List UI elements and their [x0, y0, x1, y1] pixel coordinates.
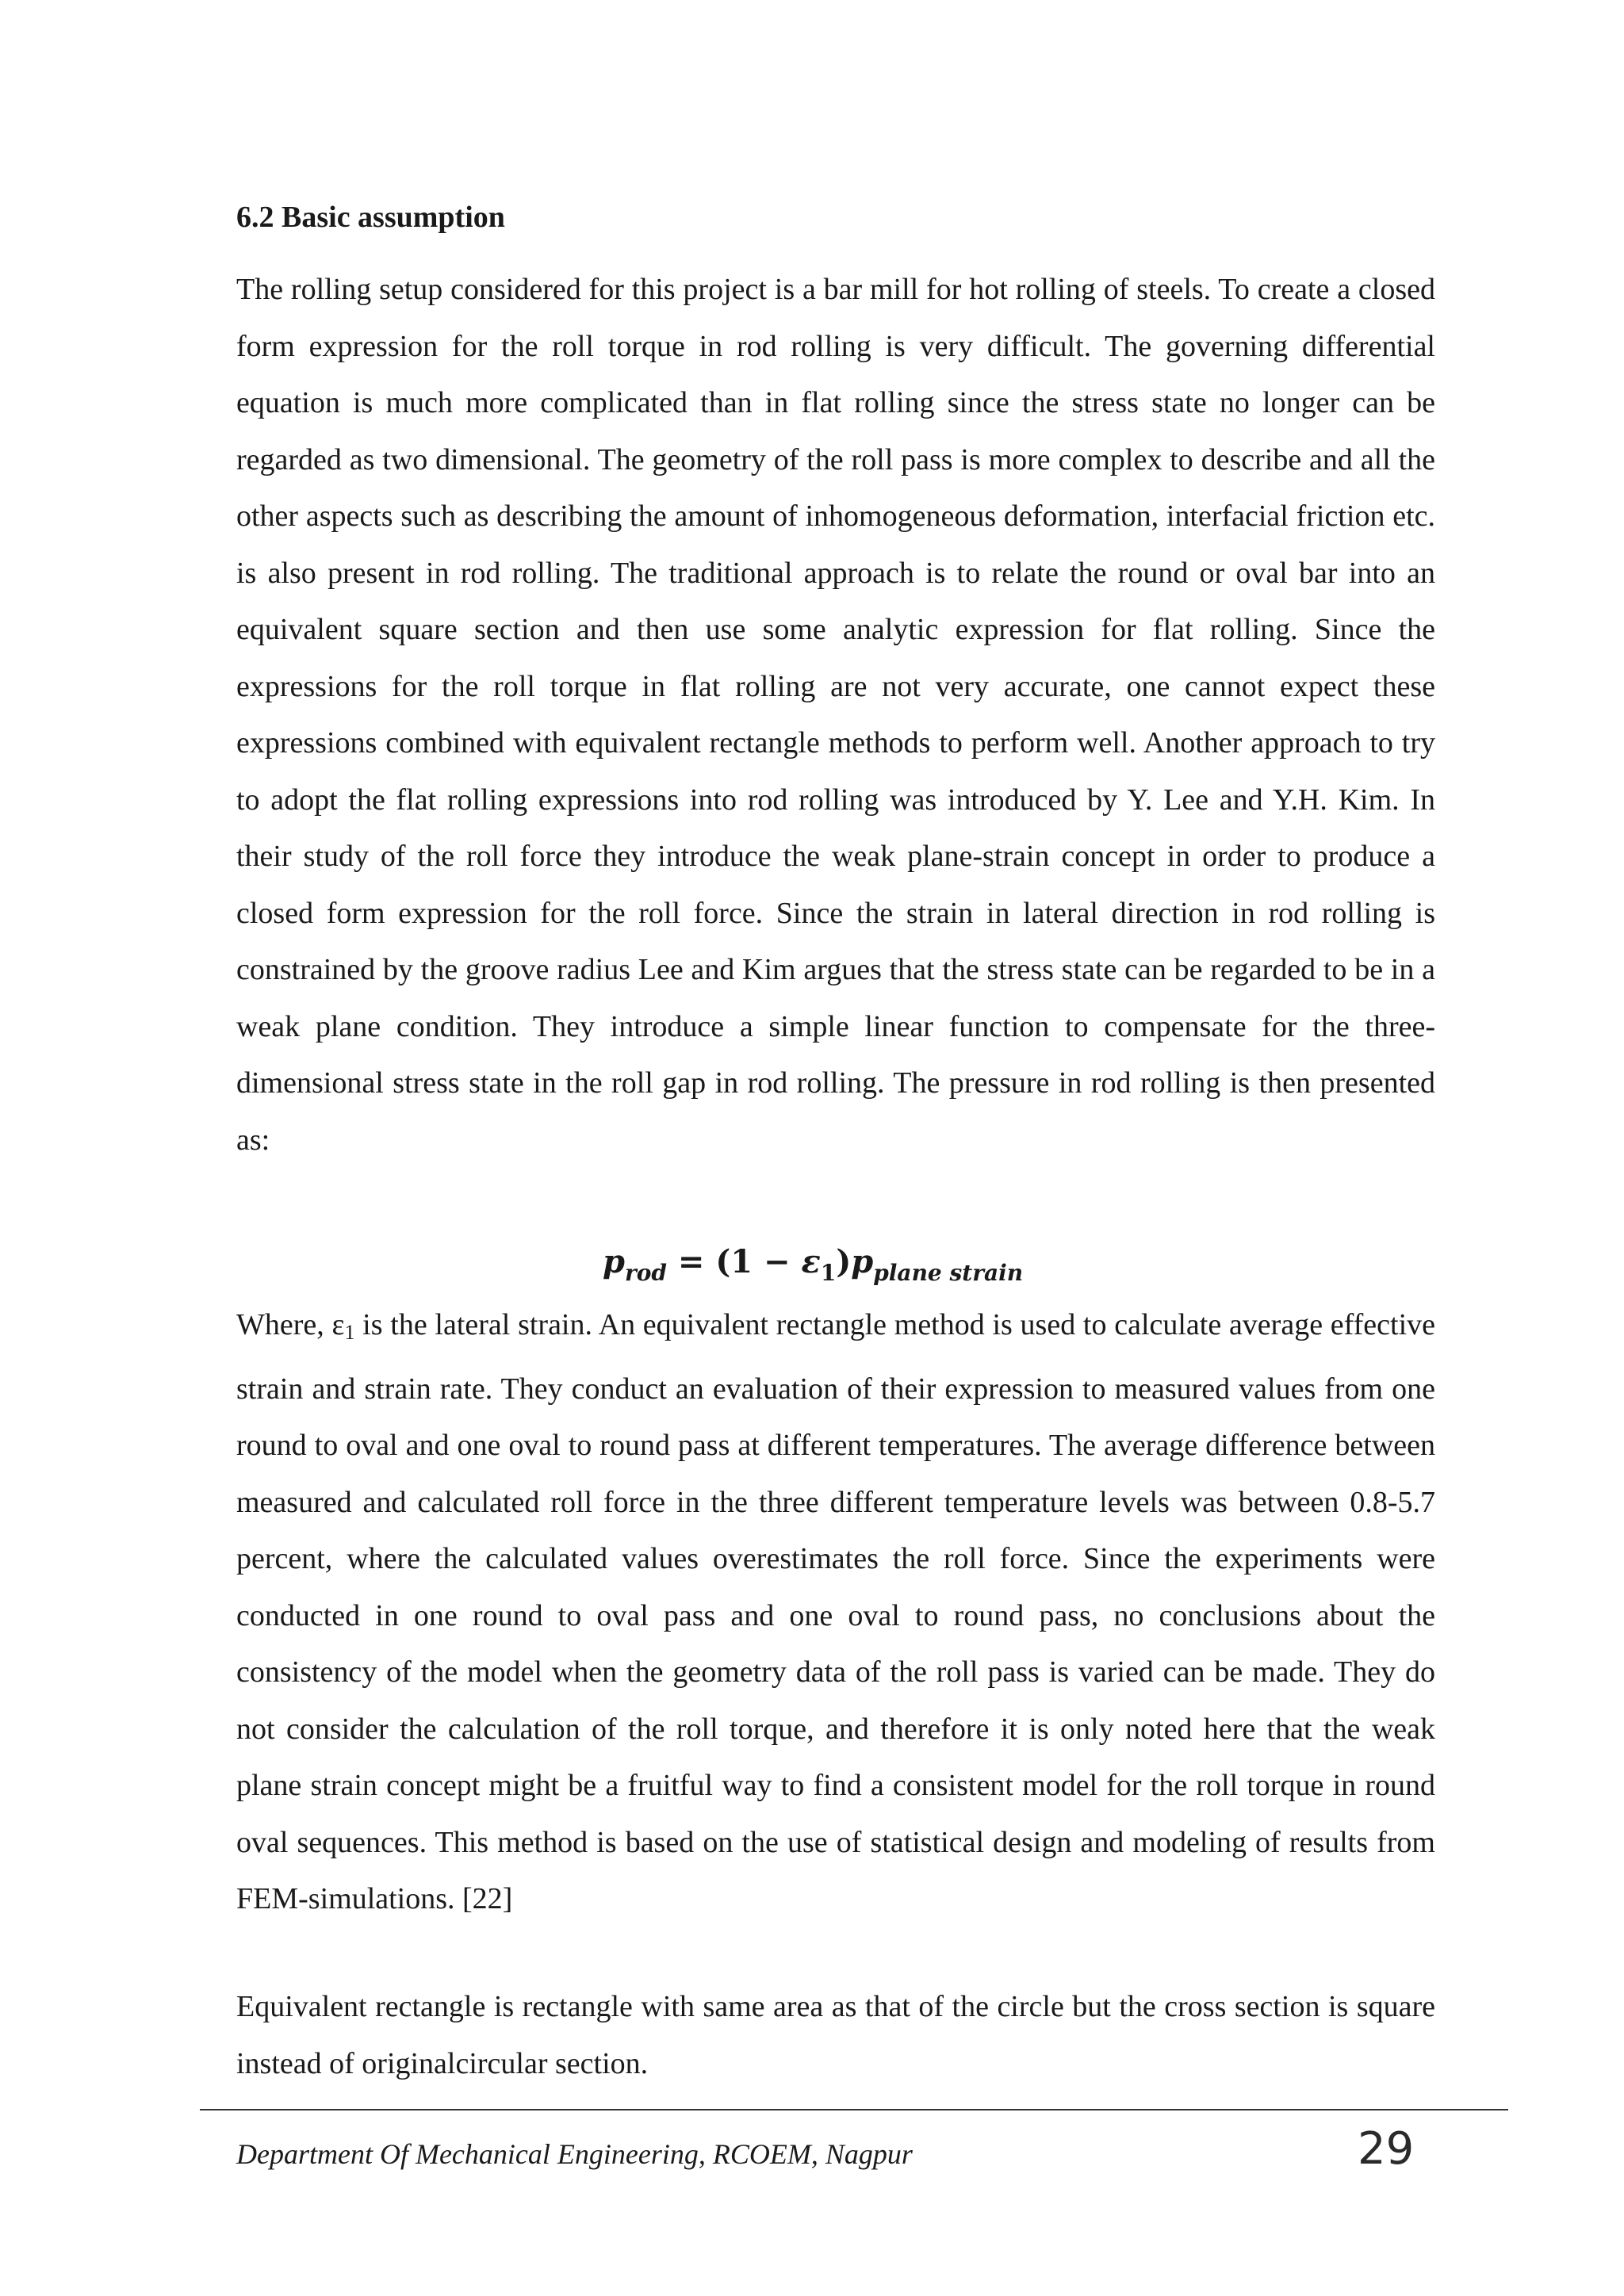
- equation-equals: = (: [666, 1243, 731, 1280]
- equation-one: 1: [730, 1243, 753, 1280]
- equation-epsilon: ε: [801, 1243, 821, 1280]
- equation-minus: −: [753, 1243, 802, 1280]
- paragraph-intro: The rolling setup considered for this project is a bar mill for hot rolling of steels. To create a closed form expression for the roll torque in rod rolling is very difficult. The governing differential equation is much more complicated than in flat rolling since the stress state no longer can be regarded as two dimensional. The geometry of the roll pass is more complex to describe and all the other aspects such as describing the amount of inhomogeneous deformation, interfacial friction etc. is also present in rod rolling. The traditional approach is to relate the round or oval bar into an equivalent square section and then use some analytic expression for flat rolling. Since the expressions for the roll torque in flat rolling are not very accurate, one cannot expect these expressions combined with equivalent rectangle methods to perform well. Another approach to try to adopt the flat rolling expressions into rod rolling was introduced by Y. Lee and Y.H. Kim. In their study of the roll force they introduce the weak plane-strain concept in order to produce a closed form expression for the roll force. Since the strain in lateral direction in rod rolling is constrained by the groove radius Lee and Kim argues that the stress state can be regarded to be in a weak plane condition. They introduce a simple linear function to compensate for the three-dimensional stress state in the roll gap in rod rolling. The pressure in rod rolling is then presented as:: [236, 273, 1435, 1157]
- pressure-equation: [603, 1238, 1023, 1297]
- footer-divider: [200, 2109, 1508, 2110]
- paragraph-where-body: is the lateral strain. An equivalent rectangle method is used to calculate average effective strain and strain rate. They conduct an evaluation of their expression to measured values from one round to oval and one oval to round pass at different temperatures. The average difference between measured and calculated roll force in the three different temperature levels was between 0.8-5.7 percent, where the calculated values overestimates the roll force. Since the experiments were conducted in one round to oval pass and one oval to round pass, no conclusions about the consistency of the model when the geometry data of the roll pass is varied can be made. They do not consider the calculation of the roll torque, and therefore it is only noted here that the weak plane strain concept might be a fruitful way to find a consistent model for the roll torque in round oval sequences. This method is based on the use of statistical design and modeling of results from FEM-simulations. [22]: [236, 1308, 1435, 1915]
- page-number: 29: [1358, 2123, 1415, 2175]
- footer-department: Department Of Mechanical Engineering, RCOEM, Nagpur: [236, 2138, 913, 2170]
- equation-rhs-subscript: plane strain: [873, 1260, 1024, 1286]
- paragraph-equivalent-rectangle: Equivalent rectangle is rectangle with same area as that of the circle but the cross section is square instead of originalcircular section.: [236, 1990, 1435, 2080]
- equation-rhs: p: [851, 1243, 874, 1280]
- paragraph-where: [236, 1297, 1435, 1928]
- equation-lhs: p: [603, 1243, 625, 1280]
- epsilon-subscript: 1: [344, 1321, 355, 1344]
- section-heading: 6.2 Basic assumption: [236, 201, 505, 234]
- paragraph-where-lead: Where, ε: [236, 1308, 345, 1341]
- equation-epsilon-subscript: 1: [820, 1260, 837, 1286]
- equation-close-paren: ): [836, 1243, 852, 1280]
- equation-lhs-subscript: rod: [624, 1260, 667, 1286]
